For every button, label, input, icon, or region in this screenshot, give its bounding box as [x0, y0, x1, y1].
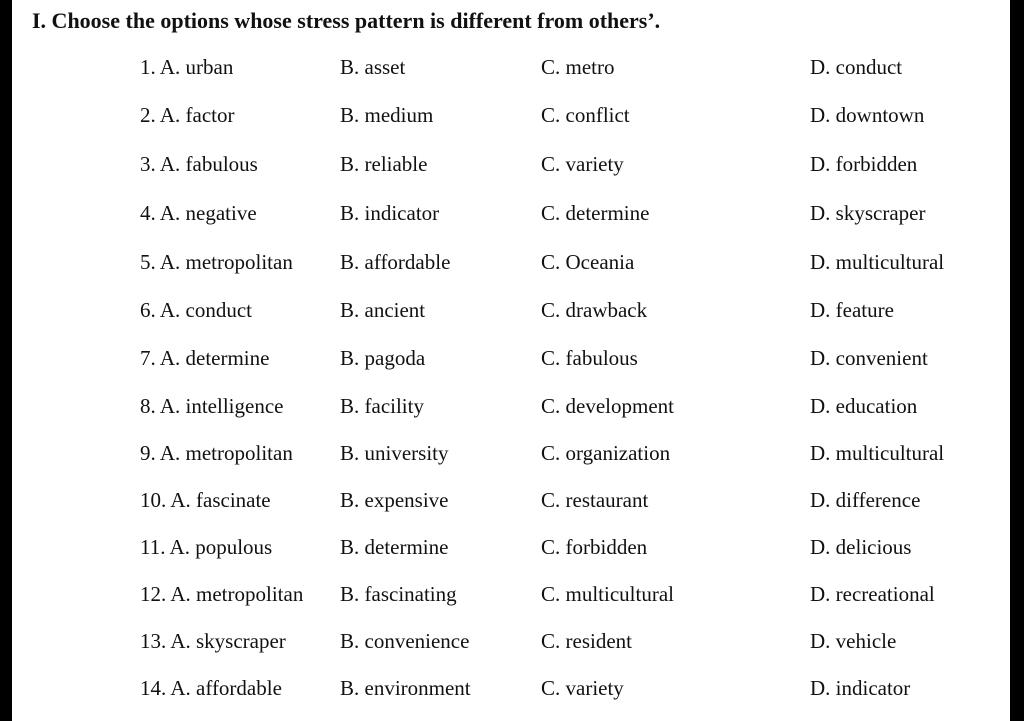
- option-d: D. difference: [810, 488, 921, 512]
- option-b: B. expensive: [340, 488, 449, 512]
- option-b: B. pagoda: [340, 346, 426, 370]
- option-d: D. multicultural: [810, 441, 945, 465]
- question-row: [12, 676, 1010, 706]
- option-d: D. convenient: [810, 346, 928, 370]
- option-d: D. vehicle: [810, 629, 897, 653]
- option-b: B. university: [340, 441, 449, 465]
- option-b: B. convenience: [340, 629, 470, 653]
- exercise-heading: I. Choose the options whose stress pattern is different from others’.: [32, 8, 661, 33]
- option-c: C. development: [541, 394, 674, 418]
- option-c: C. restaurant: [541, 488, 649, 512]
- option-b: B. asset: [340, 55, 406, 79]
- option-a: 8. A. intelligence: [140, 394, 284, 418]
- option-d: D. delicious: [810, 535, 912, 559]
- option-c: C. forbidden: [541, 535, 648, 559]
- option-a: 12. A. metropolitan: [140, 582, 304, 606]
- option-c: C. fabulous: [541, 346, 638, 370]
- option-c: C. drawback: [541, 298, 648, 322]
- question-row: [12, 441, 1010, 471]
- option-d: D. indicator: [810, 676, 911, 700]
- option-b: B. determine: [340, 535, 449, 559]
- question-row: [12, 201, 1010, 231]
- option-b: B. reliable: [340, 152, 428, 176]
- option-a: 2. A. factor: [140, 103, 235, 127]
- question-row: [12, 394, 1010, 424]
- option-c: C. resident: [541, 629, 632, 653]
- option-a: 13. A. skyscraper: [140, 629, 286, 653]
- option-c: C. variety: [541, 676, 624, 700]
- option-d: D. forbidden: [810, 152, 918, 176]
- option-a: 5. A. metropolitan: [140, 250, 293, 274]
- option-d: D. skyscraper: [810, 201, 926, 225]
- option-d: D. recreational: [810, 582, 935, 606]
- question-row: [12, 346, 1010, 376]
- option-a: 14. A. affordable: [140, 676, 282, 700]
- option-b: B. environment: [340, 676, 471, 700]
- question-row: [12, 582, 1010, 612]
- option-a: 7. A. determine: [140, 346, 270, 370]
- option-a: 3. A. fabulous: [140, 152, 258, 176]
- question-row: [12, 55, 1010, 85]
- option-c: C. metro: [541, 55, 615, 79]
- option-a: 9. A. metropolitan: [140, 441, 293, 465]
- option-c: C. determine: [541, 201, 650, 225]
- question-row: [12, 535, 1010, 565]
- option-b: B. fascinating: [340, 582, 457, 606]
- option-c: C. Oceania: [541, 250, 635, 274]
- option-c: C. variety: [541, 152, 624, 176]
- option-d: D. downtown: [810, 103, 925, 127]
- question-row: [12, 103, 1010, 133]
- option-a: 10. A. fascinate: [140, 488, 271, 512]
- question-row: [12, 629, 1010, 659]
- option-d: D. education: [810, 394, 918, 418]
- option-c: C. multicultural: [541, 582, 674, 606]
- option-b: B. affordable: [340, 250, 451, 274]
- worksheet-page: [12, 0, 1010, 721]
- option-b: B. indicator: [340, 201, 440, 225]
- option-d: D. conduct: [810, 55, 903, 79]
- option-a: 11. A. populous: [140, 535, 273, 559]
- option-d: D. feature: [810, 298, 894, 322]
- option-a: 6. A. conduct: [140, 298, 252, 322]
- option-d: D. multicultural: [810, 250, 945, 274]
- question-row: [12, 298, 1010, 328]
- option-a: 4. A. negative: [140, 201, 257, 225]
- option-b: B. facility: [340, 394, 424, 418]
- question-row: [12, 488, 1010, 518]
- question-row: [12, 250, 1010, 280]
- option-a: 1. A. urban: [140, 55, 234, 79]
- question-row: [12, 152, 1010, 182]
- option-b: B. ancient: [340, 298, 426, 322]
- option-c: C. conflict: [541, 103, 630, 127]
- option-c: C. organization: [541, 441, 671, 465]
- option-b: B. medium: [340, 103, 434, 127]
